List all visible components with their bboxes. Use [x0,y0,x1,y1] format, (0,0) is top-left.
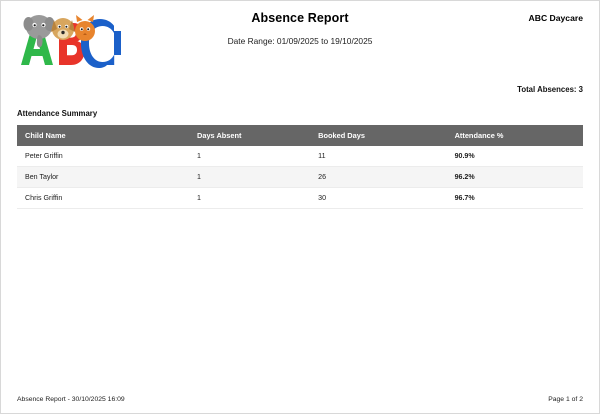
attendance-summary-table [17,125,583,209]
cell-days-absent: 1 [189,167,310,188]
cell-attendance-pct: 90.9% [447,146,583,167]
cell-child-name: Chris Griffin [17,188,189,209]
cell-child-name: Peter Griffin [17,146,189,167]
cell-attendance-pct: 96.7% [447,188,583,209]
table-body [17,146,583,209]
cell-child-name: Ben Taylor [17,167,189,188]
report-footer [17,396,583,403]
date-range-label: Date Range: 01/09/2025 to 19/10/2025 [227,36,373,46]
column-header-booked-days: Booked Days [310,125,446,146]
column-header-days-absent: Days Absent [189,125,310,146]
page-title: Absence Report [251,11,349,25]
cell-booked-days: 26 [310,167,446,188]
table-row [17,146,583,167]
column-header-attendance-pct: Attendance % [447,125,583,146]
cell-days-absent: 1 [189,188,310,209]
footer-generated-label: Absence Report - 30/10/2025 16:09 [17,396,125,403]
footer-page-number: Page 1 of 2 [548,396,583,403]
table-header-row [17,125,583,146]
cell-booked-days: 30 [310,188,446,209]
attendance-summary-table-wrap [17,125,583,209]
table-head [17,125,583,146]
title-block [1,11,599,46]
organisation-name: ABC Daycare [528,13,583,23]
cell-booked-days: 11 [310,146,446,167]
table-row [17,167,583,188]
cell-attendance-pct: 96.2% [447,167,583,188]
table-row [17,188,583,209]
report-header [1,1,599,77]
total-absences: Total Absences: 3 [517,85,583,94]
cell-days-absent: 1 [189,146,310,167]
column-header-child-name: Child Name [17,125,189,146]
section-title-attendance-summary: Attendance Summary [17,109,98,118]
